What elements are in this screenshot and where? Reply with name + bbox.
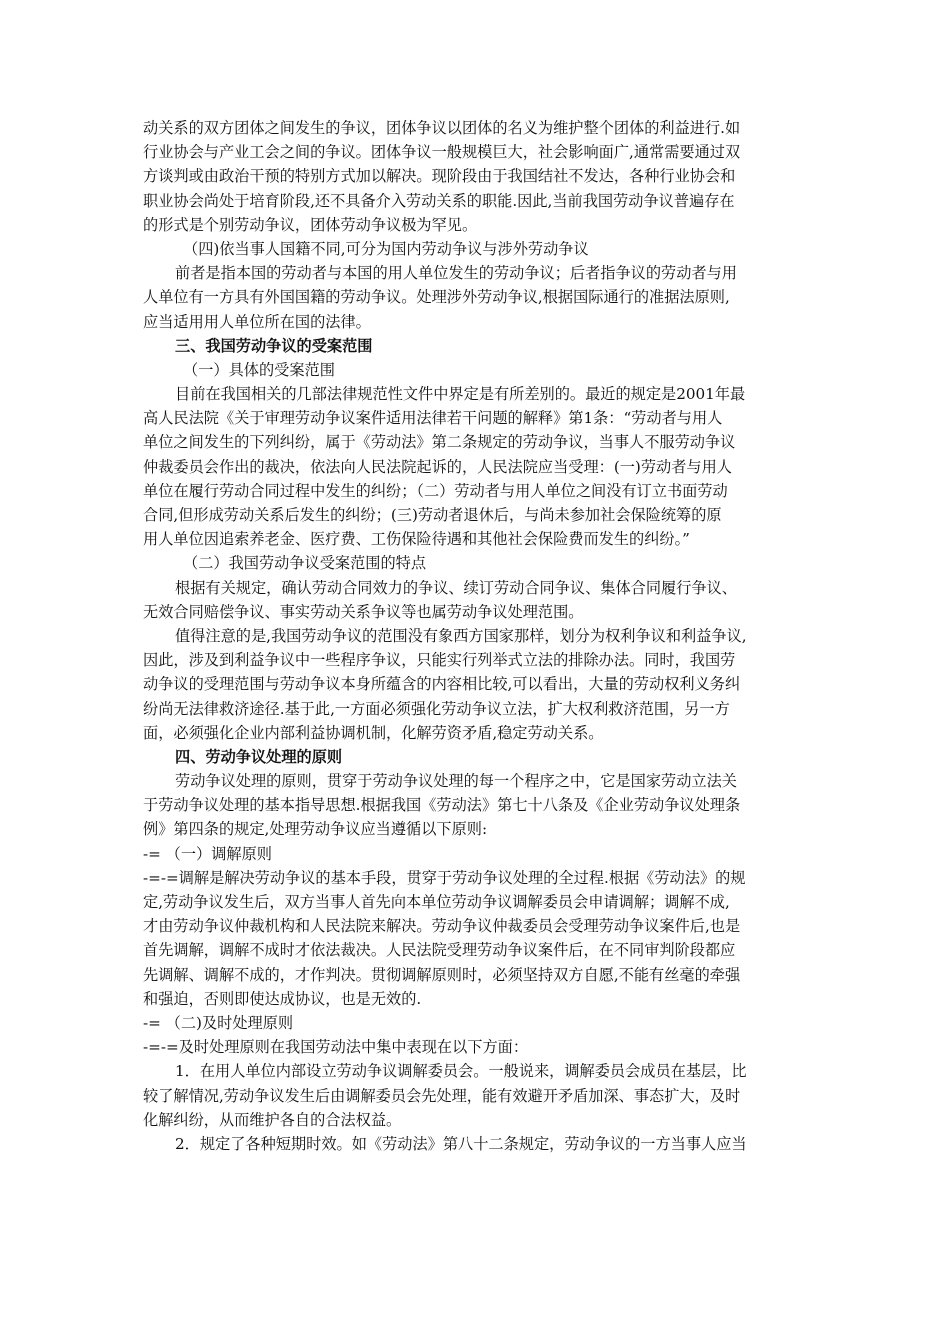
subheading: （一）具体的受案范围: [183, 360, 335, 379]
text-line: 单位在履行劳动合同过程中发生的纠纷；（二）劳动者与用人单位之间没有订立书面劳动: [143, 481, 728, 500]
text-line: 人单位有一方具有外国国籍的劳动争议。处理涉外劳动争议,根据国际通行的准据法原则,: [143, 288, 730, 307]
text-line: 较了解情况,劳动争议发生后由调解委员会先处理，能有效避开矛盾加深、事态扩大，及时: [143, 1086, 741, 1105]
text-line: 应当适用用人单位所在国的法律。: [143, 312, 371, 331]
text-line: 定,劳动争议发生后，双方当事人首先向本单位劳动争议调解委员会申请调解；调解不成,: [143, 893, 730, 911]
text-line: 方谈判或由政治干预的特别方式加以解决。现阶段由于我国结社不发达，各种行业协会和: [143, 167, 736, 186]
text-line: 纷尚无法律救济途径.基于此,一方面必须强化劳动争议立法，扩大权利救济范围，另一方: [143, 699, 730, 718]
paragraph-start: 目前在我国相关的几部法律规范性文件中界定是有所差别的。最近的规定是2001年最: [175, 385, 746, 404]
text-line: 用人单位因追索养老金、医疗费、工伤保险待遇和其他社会保险费而发生的纠纷。”: [143, 530, 690, 549]
section-heading: 三、我国劳动争议的受案范围: [175, 336, 373, 355]
text-line: 先调解、调解不成的，才作判决。贯彻调解原则时，必须坚持双方自愿,不能有丝毫的牵强: [143, 965, 741, 984]
text-line: 因此，涉及到利益争议中一些程序争议，只能实行列举式立法的排除办法。同时，我国劳: [143, 651, 736, 670]
text-line: 和强迫，否则即使达成协议，也是无效的.: [143, 989, 422, 1008]
text-line: 面，必须强化企业内部利益协调机制，化解劳资矛盾,稳定劳动关系。: [143, 723, 604, 742]
list-item: 2．规定了各种短期时效。如《劳动法》第八十二条规定，劳动争议的一方当事人应当: [175, 1134, 747, 1153]
text-line: 于劳动争议处理的基本指导思想.根据我国《劳动法》第七十八条及《企业劳动争议处理条: [143, 796, 741, 815]
subheading: -= （二)及时处理原则: [143, 1013, 294, 1032]
text-line: -=-=及时处理原则在我国劳动法中集中表现在以下方面：: [143, 1038, 529, 1057]
subheading: （四)依当事人国籍不同,可分为国内劳动争议与涉外劳动争议: [183, 239, 589, 258]
document-body: [143, 116, 813, 1156]
text-line: 的形式是个别劳动争议，团体劳动争议极为罕见。: [143, 215, 478, 234]
text-line: 高人民法院《关于审理劳动争议案件适用法律若干问题的解释》第1条：“劳动者与用人: [143, 409, 723, 428]
text-line: 仲裁委员会作出的裁决，依法向人民法院起诉的，人民法院应当受理：(一)劳动者与用人: [143, 457, 732, 476]
text-line: -=-=调解是解决劳动争议的基本手段，贯穿于劳动争议处理的全过程.根据《劳动法》的规: [143, 868, 746, 887]
list-item: 1．在用人单位内部设立劳动争议调解委员会。一般说来，调解委员会成员在基层，比: [175, 1062, 747, 1081]
text-line: 单位之间发生的下列纠纷，属于《劳动法》第二条规定的劳动争议，当事人不服劳动争议: [143, 433, 736, 452]
text-line: 职业协会尚处于培育阶段,还不具备介入劳动关系的职能.因此,当前我国劳动争议普遍存在: [143, 191, 735, 210]
text-line: 合同,但形成劳动关系后发生的纠纷；(三)劳动者退休后，与尚未参加社会保险统筹的原: [143, 506, 722, 524]
text-line: 无效合同赔偿争议、事实劳动关系争议等也属劳动争议处理范围。: [143, 602, 584, 621]
text-line: 化解纠纷，从而维护各自的合法权益。: [143, 1110, 402, 1129]
paragraph-start: 前者是指本国的劳动者与本国的用人单位发生的劳动争议；后者指争议的劳动者与用: [175, 264, 737, 283]
text-line: 才由劳动争议仲裁机构和人民法院来解决。劳动争议仲裁委员会受理劳动争议案件后,也是: [143, 917, 741, 936]
subheading: -= （一）调解原则: [143, 844, 272, 863]
section-heading: 四、劳动争议处理的原则: [175, 747, 343, 766]
text-line: 首先调解，调解不成时才依法裁决。人民法院受理劳动争议案件后，在不同审判阶段都应: [143, 941, 736, 960]
subheading: （二）我国劳动争议受案范围的特点: [183, 554, 426, 573]
paragraph-start: 值得注意的是,我国劳动争议的范围没有象西方国家那样，划分为权利争议和利益争议,: [175, 626, 747, 645]
paragraph-start: 根据有关规定，确认劳动合同效力的争议、续订劳动合同争议、集体合同履行争议、: [175, 578, 737, 597]
text-line: 例》第四条的规定,处理劳动争议应当遵循以下原则:: [143, 820, 488, 839]
paragraph-start: 劳动争议处理的原则，贯穿于劳动争议处理的每一个程序之中，它是国家劳动立法关: [175, 772, 737, 791]
text-line: 动争议的受理范围与劳动争议本身所蕴含的内容相比较,可以看出，大量的劳动权利义务纠: [143, 675, 741, 694]
text-line: 行业协会与产业工会之间的争议。团体争议一般规模巨大，社会影响面广,通常需要通过双: [143, 143, 741, 162]
text-line: 动关系的双方团体之间发生的争议，团体争议以团体的名义为维护整个团体的利益进行.如: [143, 119, 741, 137]
